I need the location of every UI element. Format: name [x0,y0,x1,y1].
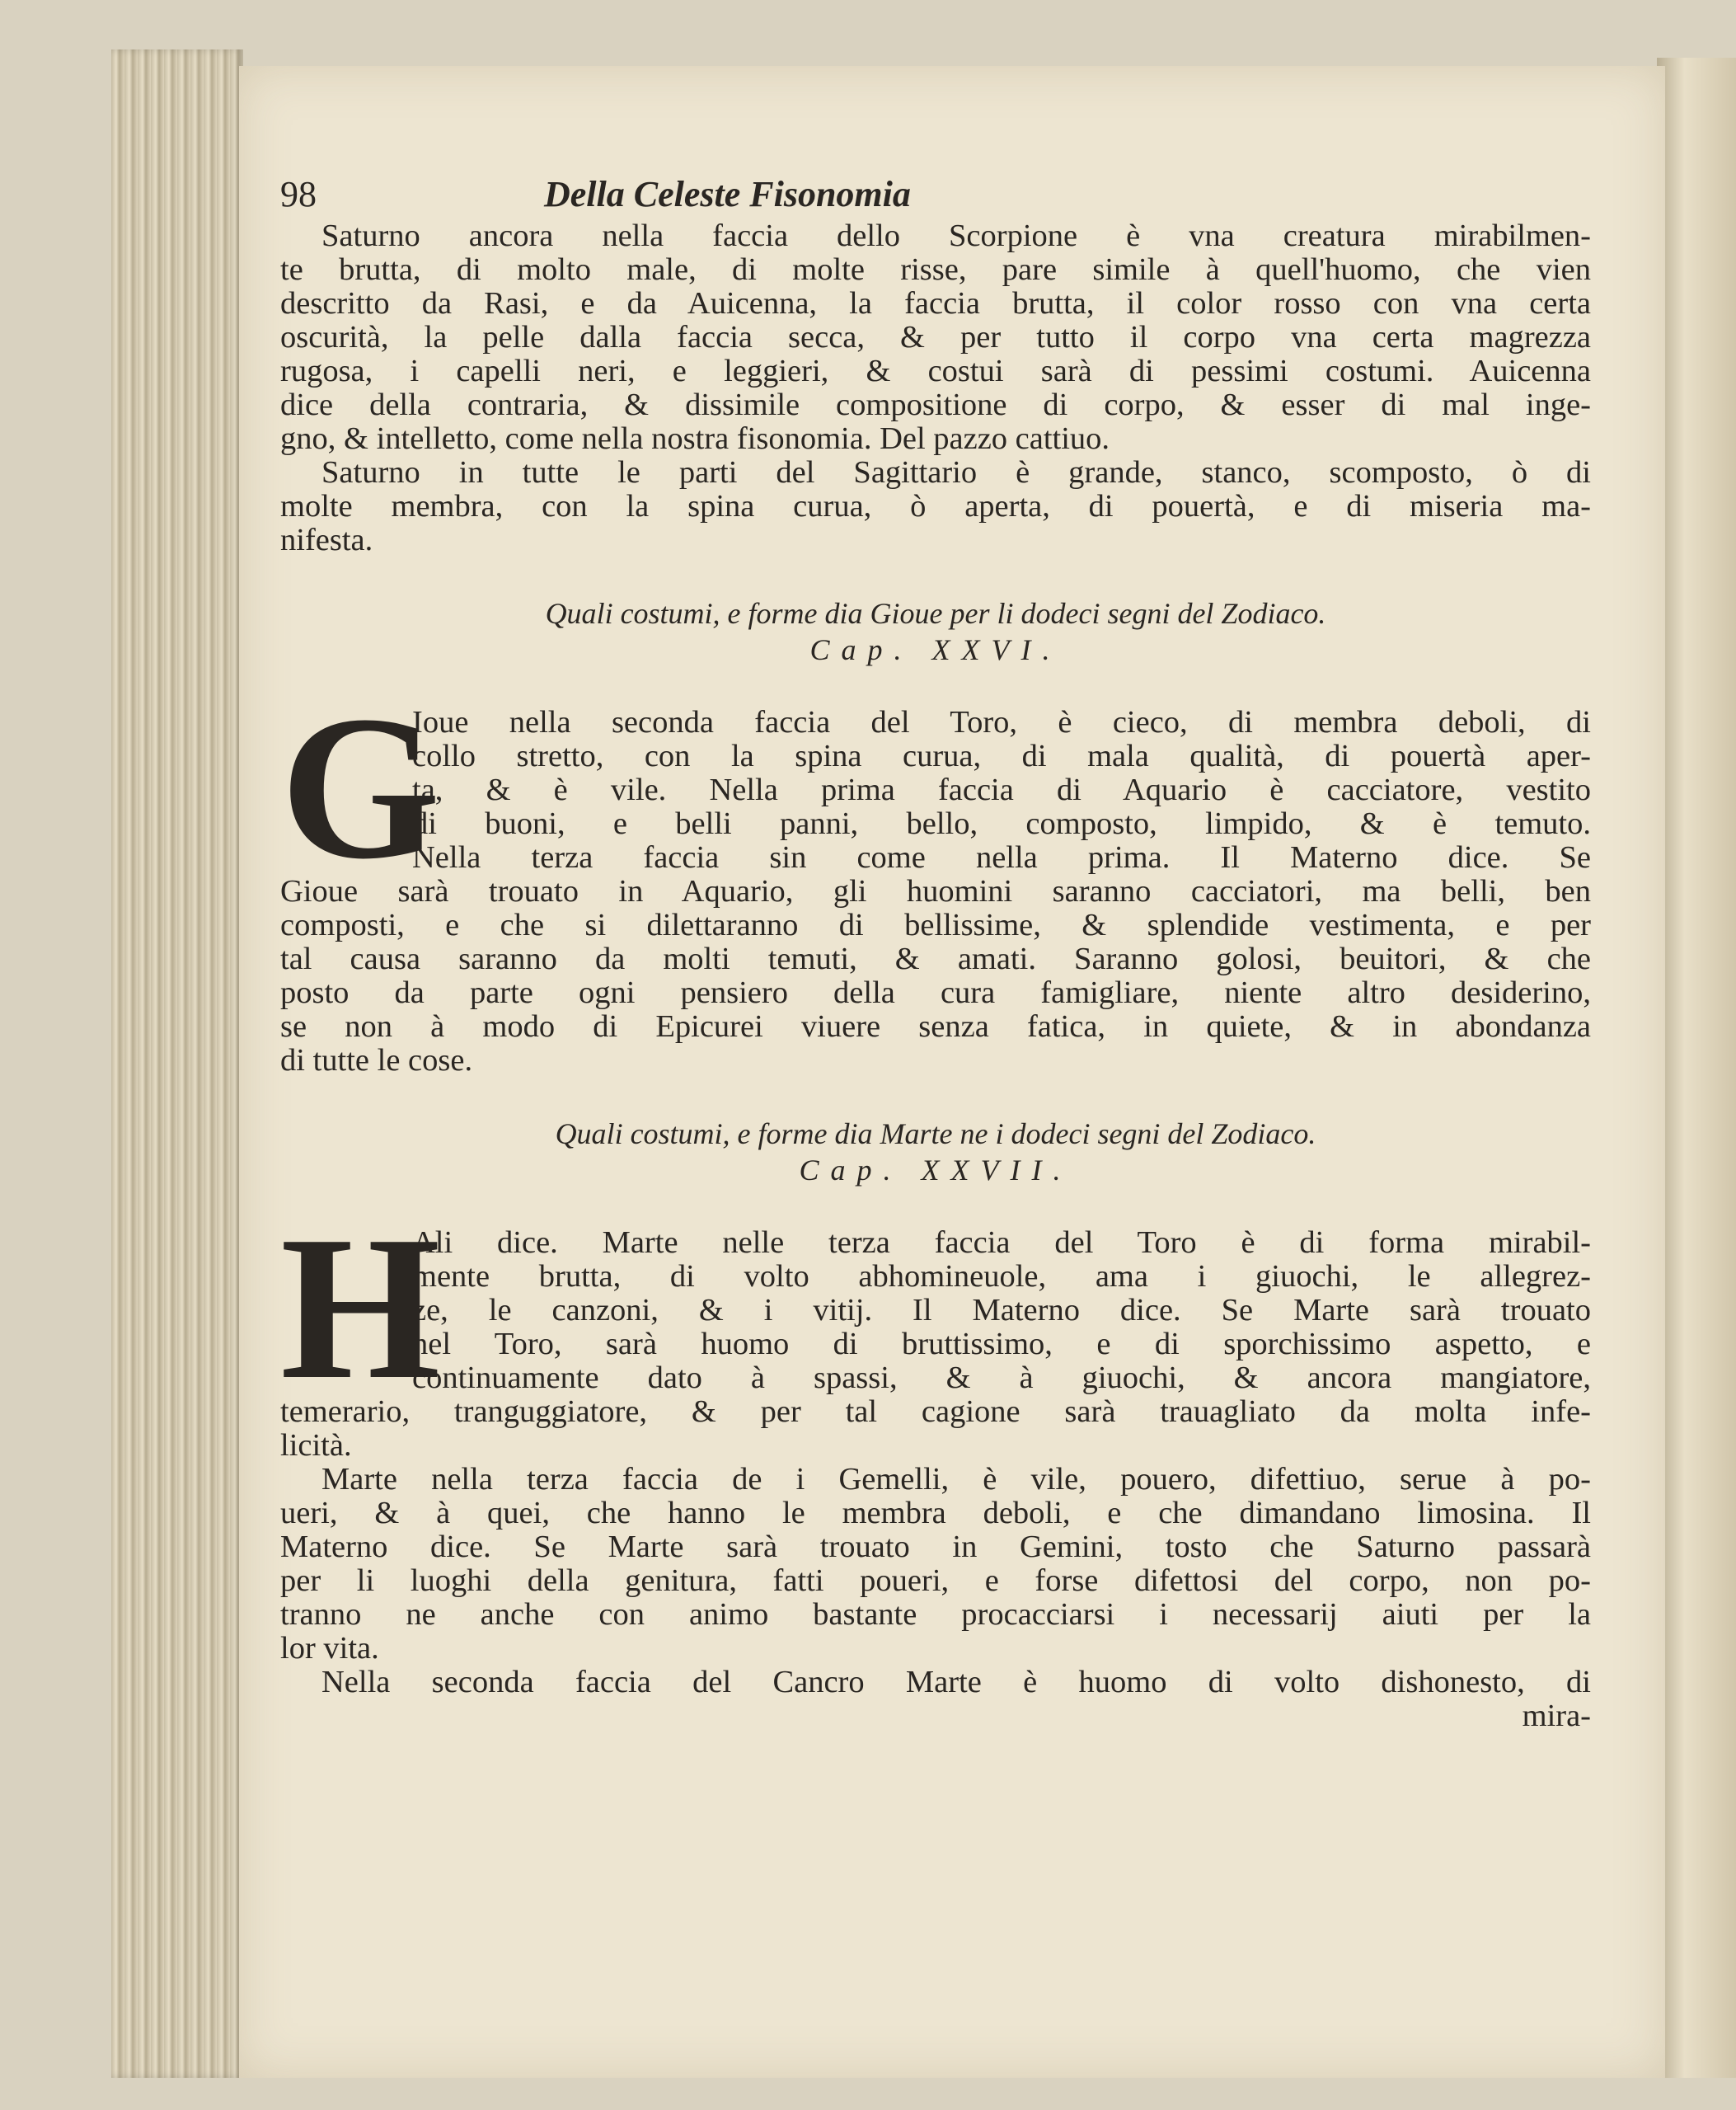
text-line: se non à modo di Epicurei viuere senza fatica, in quiete, & in abondanza [280,1009,1591,1044]
drop-cap-initial: H [280,1194,441,1422]
text-line: per li luoghi della genitura, fatti poueri, e forse difettosi del corpo, non po- [280,1563,1591,1598]
text-line: Nella seconda faccia del Cancro Marte è huomo di volto dishonesto, di [321,1665,1591,1699]
running-title: Della Celeste Fisonomia [544,174,911,214]
text-line: tal causa saranno da molti temuti, & amati. Saranno golosi, beuitori, & che [280,942,1591,976]
paragraph-saturno-scorpione [280,219,1591,456]
text-line: Saturno ancora nella faccia dello Scorpione è vna creatura mirabilmen- [321,219,1591,253]
chapter-body-gioue [280,674,1591,1078]
text-line: molte membra, con la spina curua, ò aperta, di pouertà, e di miseria ma- [280,489,1591,524]
text-line: descritto da Rasi, e da Auicenna, la faccia brutta, il color rosso con vna certa [280,286,1591,321]
book-spine [1657,58,1736,2078]
text-line: Saturno in tutte le parti del Sagittario è grande, stanco, scomposto, ò di [321,455,1591,490]
chapter-heading: Quali costumi, e forme dia Gioue per li dodeci segni del Zodiaco. [545,597,1326,630]
text-line: Materno dice. Se Marte sarà trouato in Gemini, tosto che Saturno passarà [280,1530,1591,1564]
text-line: collo stretto, con la spina curua, di mala qualità, di pouertà aper- [412,739,1591,773]
book-page-edges [111,49,243,2078]
paragraph-marte-gemelli [280,1463,1591,1666]
drop-cap-initial: G [280,674,441,902]
text-line: posto da parte ogni pensiero della cura famigliare, niente altro desiderino, [280,975,1591,1010]
page-number: 98 [280,174,317,214]
text-line: tranno ne anche con animo bastante procacciarsi i necessarij aiuti per la [280,1597,1591,1632]
text-line: mente brutta, di volto abhomineuole, ama i giuochi, le allegrez- [412,1259,1591,1294]
text-line: temerario, tranguggiatore, & per tal cagione sarà trauagliato da molta infe- [280,1394,1591,1429]
paragraph-saturno-sagittario [280,456,1591,557]
catchword: mira- [1522,1699,1591,1733]
chapter-heading: Quali costumi, e forme dia Marte ne i dodeci segni del Zodiaco. [555,1117,1316,1150]
chapter-body-marte [280,1194,1591,1463]
text-line: gno, & intelletto, come nella nostra fisonomia. Del pazzo cattiuo. [280,421,1110,456]
text-line: Gioue sarà trouato in Aquario, gli huomini saranno cacciatori, ma belli, ben [280,874,1591,909]
text-line: Nella terza faccia sin come nella prima. Il Materno dice. Se [412,840,1591,875]
text-line: Ali dice. Marte nelle terza faccia del Toro è di forma mirabil- [412,1225,1591,1260]
paragraph-marte-cancro [280,1666,1591,1699]
text-line: nifesta. [280,523,373,557]
text-line: ueri, & à quei, che hanno le membra deboli, e che dimandano limosina. Il [280,1496,1591,1530]
text-line: dice della contraria, & dissimile compositione di corpo, & esser di mal inge- [280,388,1591,422]
page-text [280,173,1591,1733]
text-line: licità. [280,1428,352,1463]
text-line: continuamente dato à spassi, & à giuochi, & ancora mangiatore, [412,1360,1591,1395]
text-line: lor vita. [280,1631,379,1666]
text-line: oscurità, la pelle dalla faccia secca, & per tutto il corpo vna certa magrezza [280,320,1591,355]
text-line: te brutta, di molto male, di molte risse, pare simile à quell'huomo, che vien [280,252,1591,287]
text-line: nel Toro, sarà huomo di bruttissimo, e di sporchissimo aspetto, e [412,1327,1591,1361]
text-line: di tutte le cose. [280,1043,473,1078]
text-line: rugosa, i capelli neri, e leggieri, & costui sarà di pessimi costumi. Auicenna [280,354,1591,388]
running-head [280,173,1591,219]
chapter-number: Cap. XXVI. [809,633,1062,666]
text-line: composti, e che si dilettaranno di bellissime, & splendide vestimenta, e per [280,908,1591,942]
text-line: Ioue nella seconda faccia del Toro, è cieco, di membra deboli, di [412,705,1591,740]
text-line: ta, & è vile. Nella prima faccia di Aquario è cacciatore, vestito [412,773,1591,807]
chapter-number: Cap. XXVII. [799,1154,1072,1187]
text-line: di buoni, e belli panni, bello, composto, limpido, & è temuto. [412,806,1591,841]
text-line: ze, le canzoni, & i vitij. Il Materno dice. Se Marte sarà trouato [412,1293,1591,1328]
text-line: Marte nella terza faccia de i Gemelli, è vile, pouero, difettiuo, serue à po- [321,1462,1591,1497]
